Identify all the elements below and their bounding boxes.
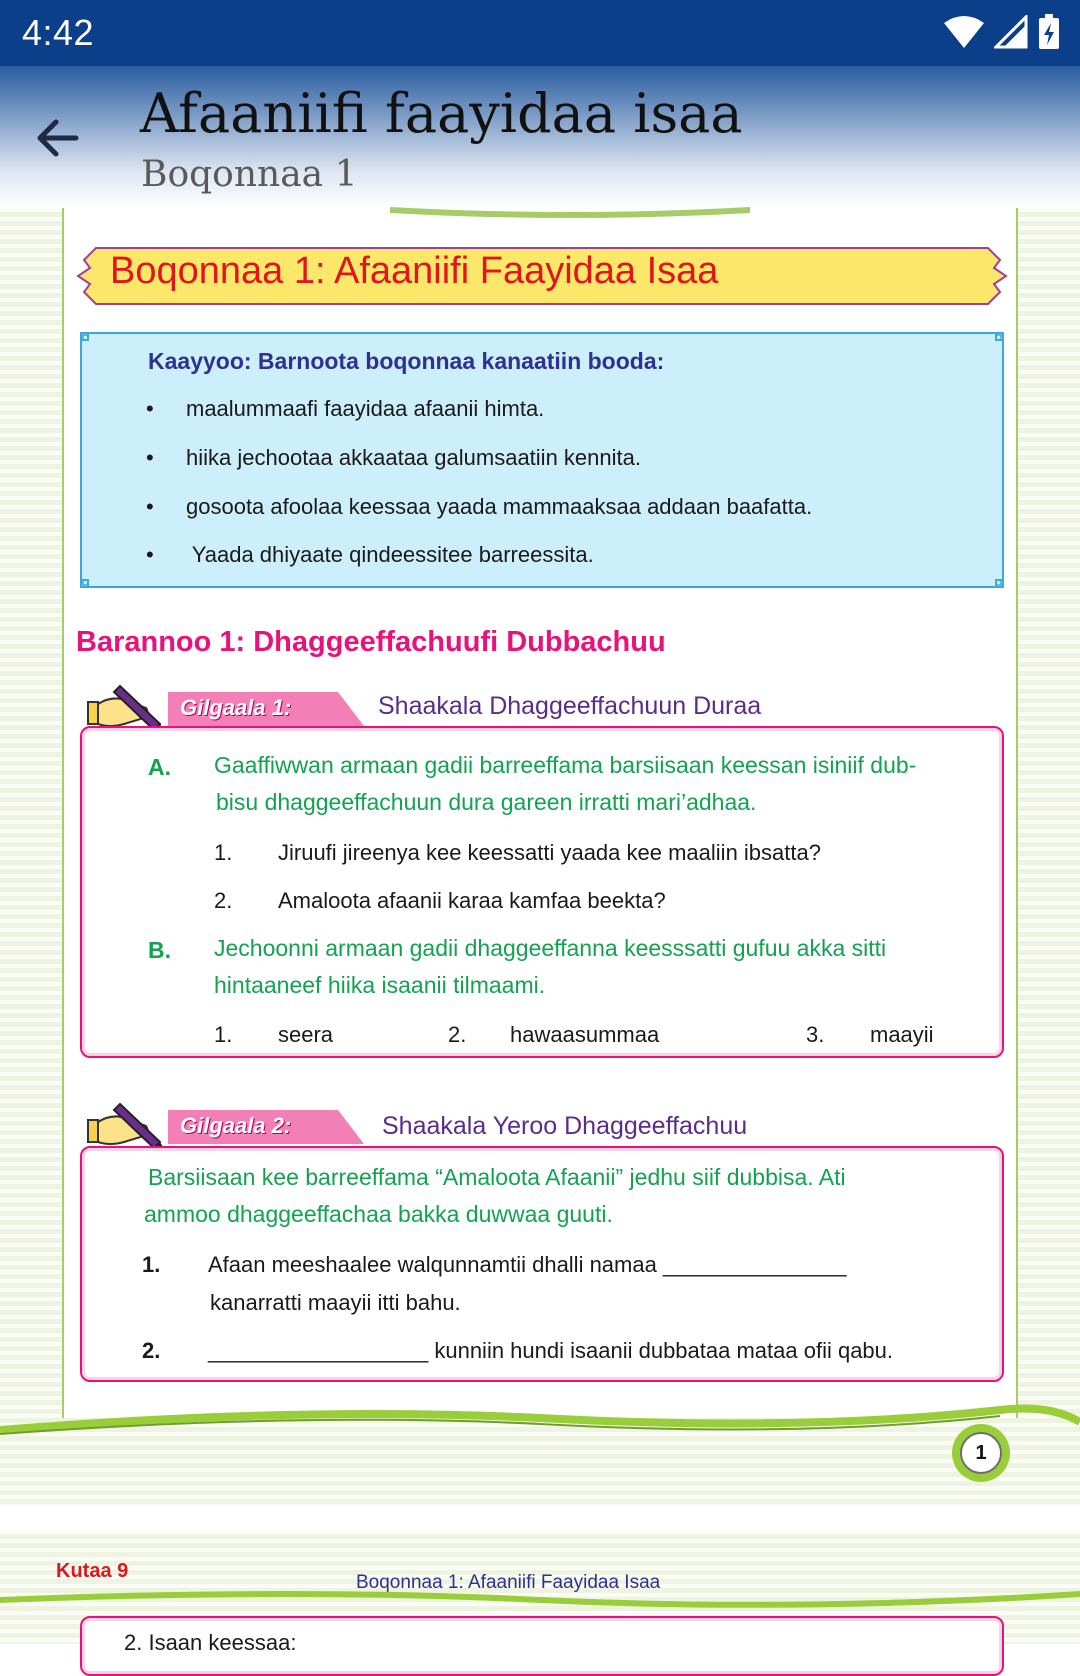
vocabulary-word: hawaasummaa bbox=[510, 1022, 660, 1047]
status-bar bbox=[0, 0, 1080, 66]
bottom-wave-decoration bbox=[0, 1400, 1080, 1480]
arrow-left-icon bbox=[30, 110, 86, 166]
top-swoosh-decoration bbox=[390, 206, 750, 222]
app-bar bbox=[0, 66, 1080, 208]
page-number: 1 bbox=[960, 1432, 1002, 1474]
word-number: 1. bbox=[214, 1022, 233, 1047]
exercise-2-tab-label: Gilgaala 2: bbox=[180, 1113, 292, 1138]
part-b-letter: B. bbox=[148, 937, 171, 963]
objective-text: hiika jechootaa akkaataa galumsaatiin kennita. bbox=[186, 445, 641, 470]
exercise-1-title: Shaakala Dhaggeeffachuun Duraa bbox=[378, 692, 762, 720]
objective-item bbox=[146, 494, 812, 520]
objective-text: maalummaafi faayidaa afaanii himta. bbox=[186, 396, 545, 421]
status-icons bbox=[944, 14, 1060, 50]
battery-charging-icon bbox=[1038, 14, 1060, 50]
part-b-instruction-line2: hintaaneef hiika isaanii tilmaami. bbox=[214, 972, 546, 998]
objective-text: gosoota afoolaa keessaa yaada mammaaksaa addaan baafatta. bbox=[186, 494, 813, 519]
wifi-icon bbox=[944, 15, 984, 49]
bullet: • bbox=[146, 396, 154, 421]
corner-ornament-icon bbox=[80, 568, 100, 588]
status-time: 4:42 bbox=[22, 12, 95, 53]
question-number: 1. bbox=[142, 1252, 161, 1277]
corner-ornament-icon bbox=[984, 568, 1004, 588]
part-a-instruction-line2: bisu dhaggeeffachuun dura gareen irratti mari’adhaa. bbox=[216, 789, 757, 815]
corner-ornament-icon bbox=[80, 332, 100, 352]
bullet: • bbox=[146, 494, 154, 519]
fill-blank-question: __________________ kunniin hundi isaanii dubbataa mataa ofii qabu. bbox=[208, 1338, 894, 1363]
objective-item bbox=[146, 396, 544, 422]
word-number: 2. bbox=[448, 1022, 467, 1047]
bullet: • bbox=[146, 542, 154, 567]
exercise-2-instruction-line2: ammoo dhaggeeffachaa bakka duwwaa guuti. bbox=[144, 1201, 613, 1227]
app-subtitle: Boqonnaa 1 bbox=[141, 154, 358, 195]
header-wave-decoration bbox=[0, 1586, 1080, 1616]
objective-text: Yaada dhiyaate qindeessitee barreessita. bbox=[186, 542, 594, 567]
fill-blank-question: Afaan meeshaalee walqunnamtii dhalli namaa _______________ bbox=[208, 1252, 847, 1277]
exercise-1-tab-label: Gilgaala 1: bbox=[180, 695, 292, 720]
question-text: Jiruufi jireenya kee keessatti yaada kee maaliin ibsatta? bbox=[278, 840, 821, 865]
section-heading: Barannoo 1: Dhaggeeffachuufi Dubbachuu bbox=[76, 626, 666, 658]
running-header: Boqonnaa 1: Afaaniifi Faayidaa Isaa bbox=[356, 1572, 661, 1593]
question-number: 2. bbox=[142, 1338, 161, 1363]
question-number: 2. bbox=[214, 888, 233, 913]
objectives-heading: Kaayyoo: Barnoota boqonnaa kanaatiin booda: bbox=[148, 348, 665, 374]
back-button[interactable] bbox=[30, 110, 86, 166]
part-b-instruction-line1: Jechoonni armaan gadii dhaggeeffanna keesssatti gufuu akka sitti bbox=[214, 935, 887, 961]
word-number: 3. bbox=[806, 1022, 825, 1047]
chapter-title: Boqonnaa 1: Afaaniifi Faayidaa Isaa bbox=[110, 250, 719, 292]
part-a-instruction-line1: Gaaffiwwan armaan gadii barreeffama barsiisaan keessan isiniif dub- bbox=[214, 752, 917, 778]
exercise-2-title: Shaakala Yeroo Dhaggeeffachuu bbox=[382, 1112, 748, 1140]
bullet: • bbox=[146, 445, 154, 470]
exercise-2-instruction-line1: Barsiisaan kee barreeffama “Amaloota Afaanii” jedhu siif dubbisa. Ati bbox=[148, 1164, 846, 1190]
question-number: 1. bbox=[214, 840, 233, 865]
vocabulary-word: seera bbox=[278, 1022, 334, 1047]
cellular-signal-icon bbox=[994, 15, 1028, 49]
fill-blank-question-continued: kanarratti maayii itti bahu. bbox=[210, 1290, 461, 1315]
objective-item bbox=[146, 542, 594, 568]
app-title: Afaaniifi faayidaa isaa bbox=[140, 82, 743, 145]
objective-item bbox=[146, 445, 641, 471]
corner-ornament-icon bbox=[984, 332, 1004, 352]
next-page-partial-text: 2. Isaan keessaa: bbox=[124, 1630, 297, 1655]
question-text: Amaloota afaanii karaa kamfaa beekta? bbox=[278, 888, 666, 913]
vocabulary-word: maayii bbox=[870, 1022, 934, 1047]
page-number-badge bbox=[952, 1424, 1010, 1482]
part-a-letter: A. bbox=[148, 754, 171, 780]
grade-label: Kutaa 9 bbox=[56, 1560, 129, 1582]
